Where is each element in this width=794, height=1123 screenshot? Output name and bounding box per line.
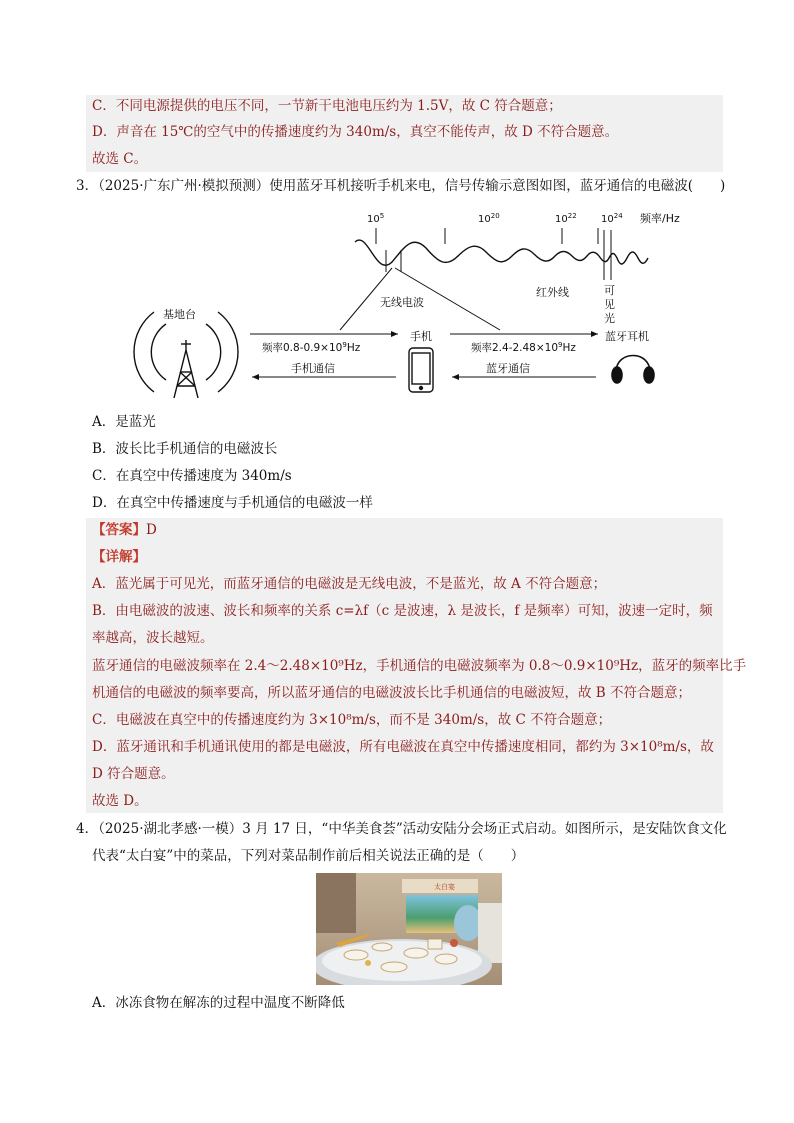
freq-tick-1e5: $10^5$	[367, 212, 385, 225]
banquet-photo	[316, 873, 502, 985]
visible-label-3: 光	[604, 312, 615, 325]
q3-conclusion: 故选 D。	[92, 793, 148, 809]
answer-value: D	[146, 522, 157, 538]
base-station-label: 基地台	[163, 308, 196, 321]
q3-detail-b3: 蓝牙通信的电磁波频率在 2.4～2.48×10⁹Hz，手机通信的电磁波频率为 0.8～0.9×10⁹Hz，蓝牙的频率比手	[92, 658, 747, 674]
radio-wave-label: 无线电波	[380, 296, 424, 309]
q3-option-d: D．在真空中传播速度与手机通信的电磁波一样	[92, 495, 373, 511]
phone-icon	[409, 348, 433, 392]
q3-detail-tag: 【详解】	[92, 549, 146, 565]
q3-option-b: B．波长比手机通信的电磁波长	[92, 441, 278, 457]
q3-detail-d2: D 符合题意。	[92, 766, 175, 782]
answer-tag: 【答案】	[92, 522, 146, 538]
q4-stem-line1: 4．（2025·湖北孝感·一模）3 月 17 日，“中华美食荟”活动安陆分会场正式启动。如图所示，是安陆饮食文化	[76, 821, 727, 837]
q3-detail-c: C．电磁波在真空中的传播速度约为 3×10⁸m/s，而不是 340m/s，故 C 不符合题意；	[92, 712, 612, 728]
phone-comm-label: 手机通信	[291, 362, 335, 375]
right-freq-label: 频率$2.4-2.48\times 10^9Hz$	[471, 341, 576, 354]
freq-tick-1e24: $10^{24}$	[601, 212, 623, 225]
headphone-icon	[612, 356, 654, 384]
photo-sign-text: 太白宴	[434, 883, 455, 891]
q3-detail-a: A．蓝光属于可见光，而蓝牙通信的电磁波是无线电波，不是蓝光，故 A 不符合题意；	[92, 576, 607, 592]
q3-option-a: A．是蓝光	[92, 414, 156, 430]
visible-label-2: 见	[604, 298, 615, 311]
signal-diagram	[0, 200, 794, 420]
left-freq-label: 频率$0.8-0.9\times 10^9Hz$	[262, 341, 361, 354]
freq-tick-1e20: $10^{20}$	[478, 212, 500, 225]
q3-option-c: C．在真空中传播速度为 340m/s	[92, 468, 292, 484]
prev-answer-d: D．声音在 15℃的空气中的传播速度约为 340m/s，真空不能传声，故 D 不符合题意。	[92, 124, 619, 140]
freq-tick-1e22: $10^{22}$	[555, 212, 577, 225]
phone-label: 手机	[410, 330, 432, 343]
q4-option-a: A．冰冻食物在解冻的过程中温度不断降低	[92, 995, 345, 1011]
q3-stem: 3．（2025·广东广州·模拟预测）使用蓝牙耳机接听手机来电，信号传输示意图如图，蓝牙通信的电磁波( )	[76, 178, 726, 194]
q3-answer	[92, 520, 157, 540]
q3-detail-b4: 机通信的电磁波的频率要高，所以蓝牙通信的电磁波波长比手机通信的电磁波短，故 B 不符合题意；	[92, 685, 692, 701]
q3-detail-b1: B．由电磁波的波速、波长和频率的关系 c=λf（c 是波速，λ 是波长，f 是频率）可知，波速一定时，频	[92, 603, 713, 619]
tower-icon	[134, 312, 238, 398]
q4-stem-line2: 代表“太白宴”中的菜品，下列对菜品制作前后相关说法正确的是（ ）	[92, 848, 525, 864]
infrared-label: 红外线	[536, 286, 569, 299]
q3-detail-b2: 率越高，波长越短。	[92, 630, 214, 646]
earphone-label: 蓝牙耳机	[605, 330, 649, 343]
prev-answer-conclusion: 故选 C。	[92, 151, 148, 167]
q3-detail-d1: D．蓝牙通讯和手机通讯使用的都是电磁波，所有电磁波在真空中传播速度相同，都约为 3×10⁸m/s，故	[92, 739, 714, 755]
visible-label-1: 可	[604, 284, 615, 297]
prev-answer-c: C．不同电源提供的电压不同，一节新干电池电压约为 1.5V，故 C 符合题意；	[92, 98, 562, 114]
freq-unit-label: 频率/Hz	[640, 212, 680, 225]
bt-comm-label: 蓝牙通信	[486, 362, 530, 375]
